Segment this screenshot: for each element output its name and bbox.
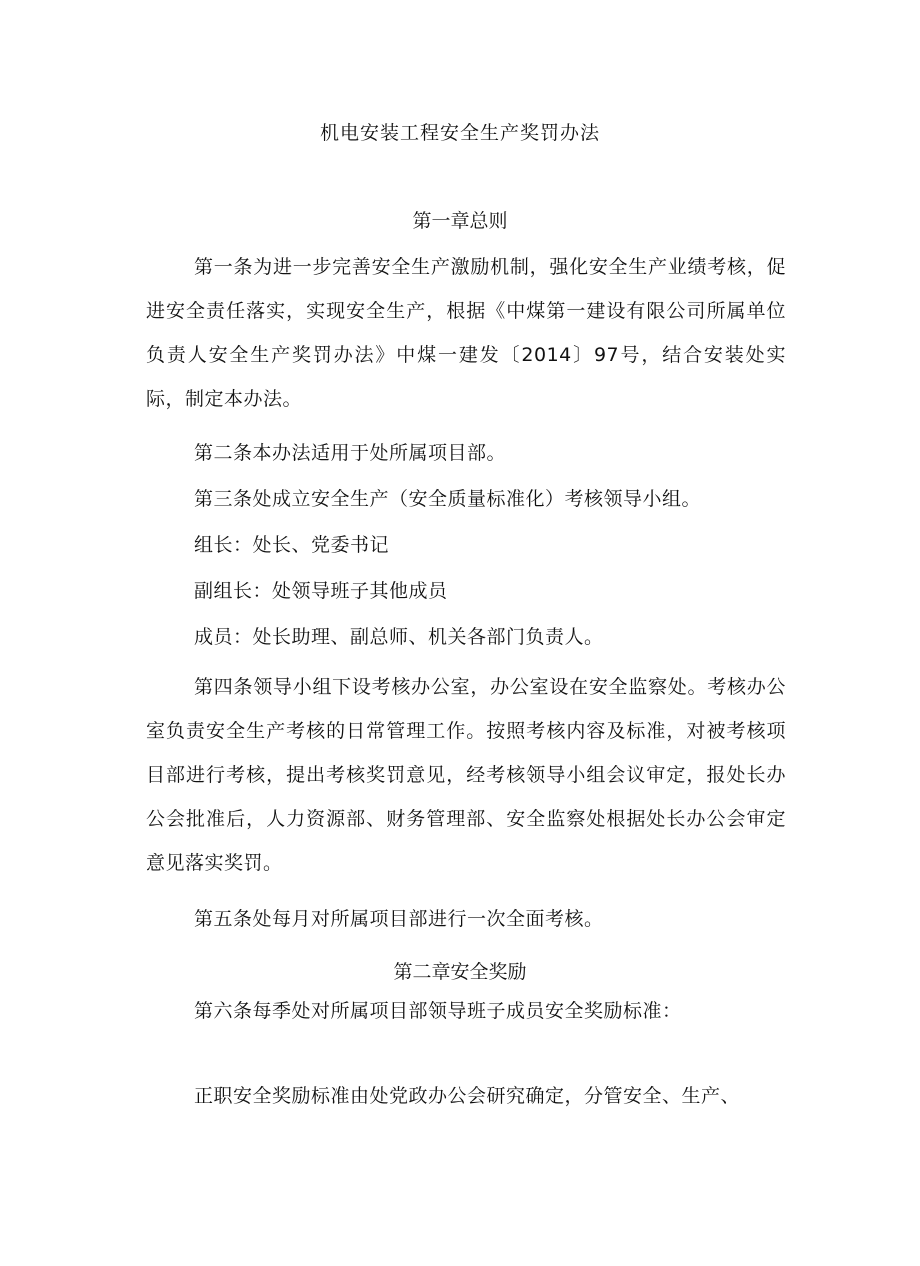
article-3: 第三条处成立安全生产（安全质量标准化）考核领导小组。: [194, 488, 702, 510]
chapter-1-heading: 第一章总则: [412, 210, 508, 232]
leader-line: 组长：处长、党委书记: [194, 534, 390, 556]
members-line: 成员：处长助理、副总师、机关各部门负责人。: [194, 626, 604, 648]
article-4: 第四条领导小组下设考核办公室，办公室设在安全监察处。考核办公室负责安全生产考核的日常管理工作。按照考核内容及标准，对被考核项目部进行考核，提出考核奖罚意见，经考核领导小组会议审定，报处长办公会批准后，人力资源部、财务管理部、安全监察处根据处长办公会审定意见落实奖罚。: [146, 676, 786, 874]
document-title: 机电安装工程安全生产奖罚办法: [319, 122, 600, 144]
deputy-line: 副组长：处领导班子其他成员: [194, 580, 448, 602]
article-6: 第六条每季处对所属项目部领导班子成员安全奖励标准：: [194, 1000, 682, 1022]
article-2: 第二条本办法适用于处所属项目部。: [194, 442, 507, 464]
chapter-2-heading: 第二章安全奖励: [393, 961, 527, 983]
article-1: 第一条为进一步完善安全生产激励机制，强化安全生产业绩考核，促进安全责任落实，实现安全生产，根据《中煤第一建设有限公司所属单位负责人安全生产奖罚办法》中煤一建发〔2014〕97号，结合安装处实际，制定本办法。: [146, 256, 786, 410]
article-6-detail: 正职安全奖励标准由处党政办公会研究确定，分管安全、生产、: [194, 1085, 741, 1107]
article-5: 第五条处每月对所属项目部进行一次全面考核。: [194, 908, 604, 930]
